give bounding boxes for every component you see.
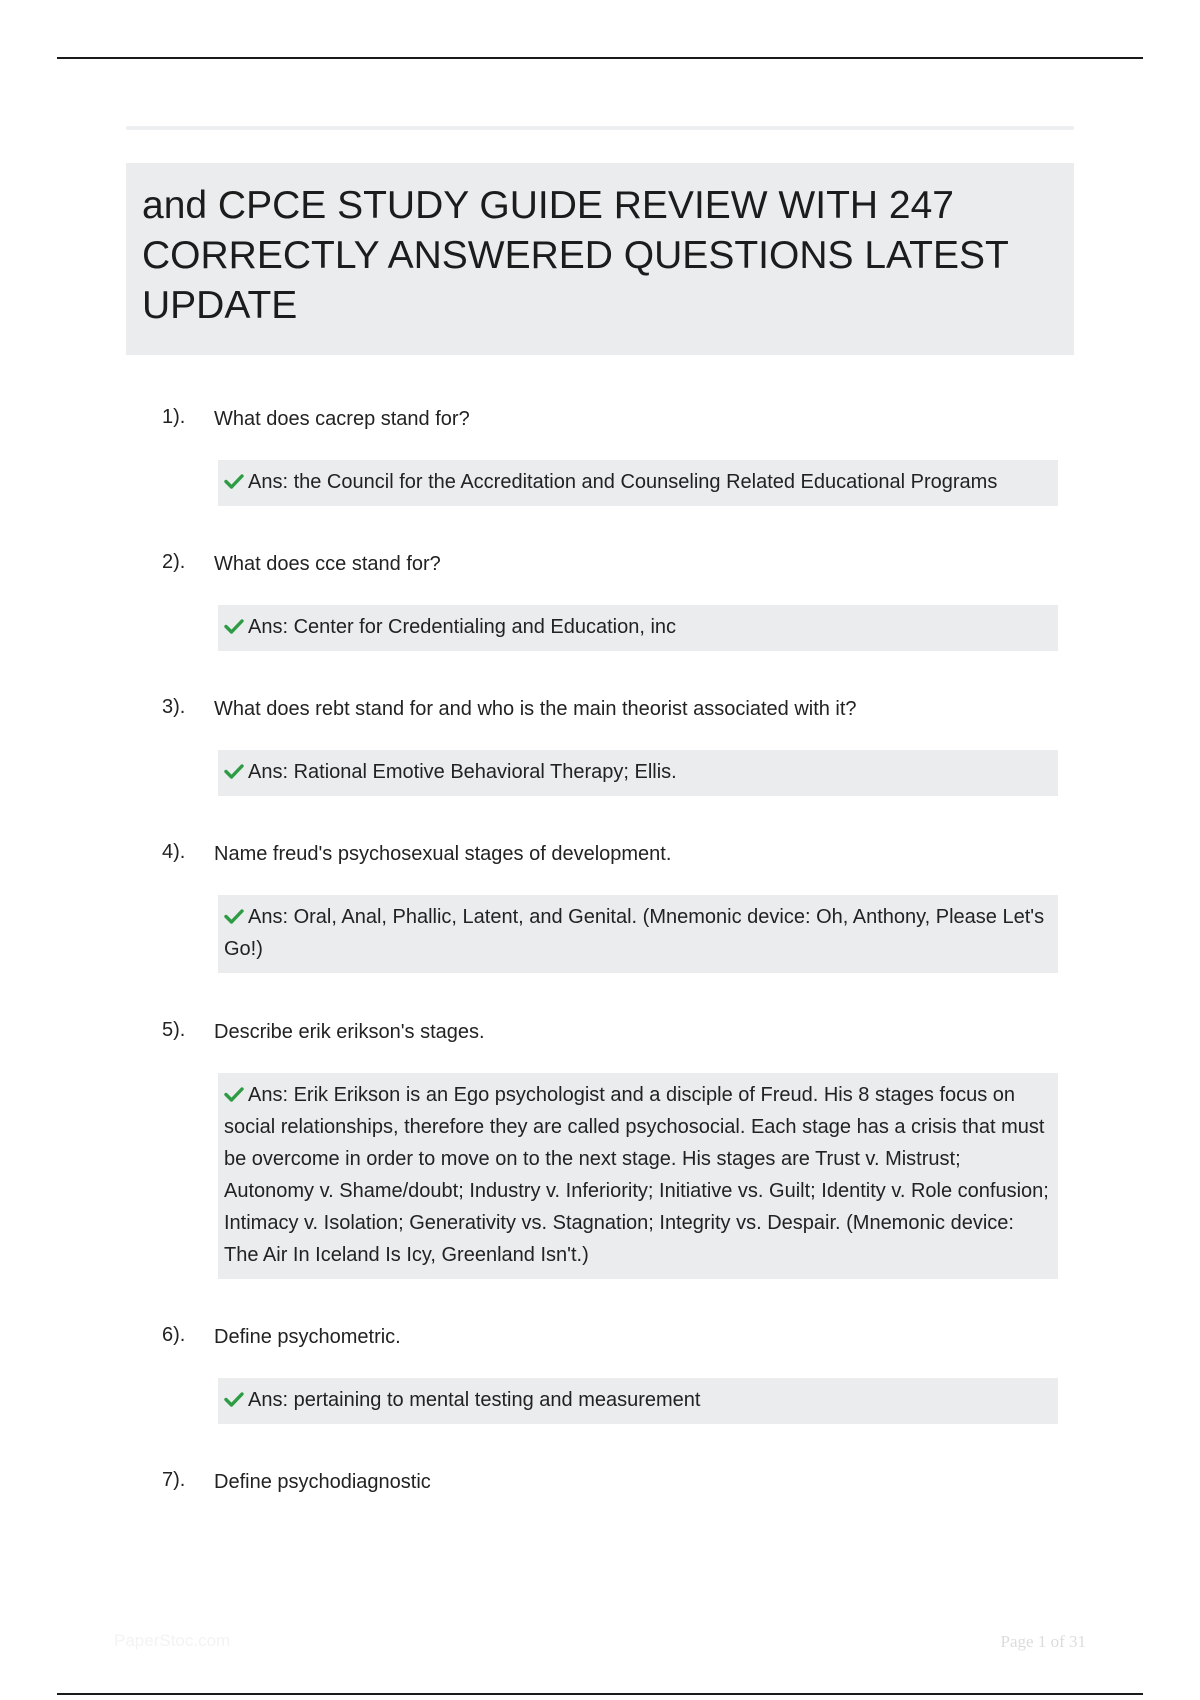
page-bottom-rule bbox=[57, 1693, 1143, 1695]
answer-text: Ans: Rational Emotive Behavioral Therapy; Ellis. bbox=[248, 761, 677, 783]
question-number: 1). bbox=[162, 406, 186, 428]
answer-text: Ans: Erik Erikson is an Ego psychologist and a disciple of Freud. His 8 stages focus on social relationships, therefore they are called psychosocial. Each stage has a crisis that must be overcome in order to move on to the next stage. His stages are Trust v. Mistrust; Autonomy v. Shame/doubt; Industry v. Inferiority; Initiative vs. Guilt; Identity v. Role confusion; Intimacy v. Isolation; Generativity vs. Stagnation; Integrity vs. Despair. (Mnemonic device: The Air In Iceland Is Icy, Greenland Isn't.) bbox=[224, 1084, 1049, 1266]
page-number: Page 1 of 31 bbox=[1000, 1632, 1086, 1651]
question-number: 4). bbox=[162, 841, 186, 863]
check-icon bbox=[224, 763, 244, 779]
question-text: Name freud's psychosexual stages of development. bbox=[214, 843, 672, 865]
qa-item-3 bbox=[126, 692, 1074, 837]
question-text: Define psychodiagnostic bbox=[214, 1471, 431, 1493]
question-text: What does cacrep stand for? bbox=[214, 408, 470, 430]
title-banner bbox=[126, 163, 1074, 355]
page-top-rule bbox=[57, 57, 1143, 59]
question-text: What does rebt stand for and who is the main theorist associated with it? bbox=[214, 698, 857, 720]
question-number: 2). bbox=[162, 551, 186, 573]
check-icon bbox=[224, 618, 244, 634]
question-number: 6). bbox=[162, 1324, 186, 1346]
question-list bbox=[126, 402, 1074, 1505]
answer-text: Ans: the Council for the Accreditation and Counseling Related Educational Programs bbox=[248, 471, 998, 493]
answer-box bbox=[218, 1378, 1058, 1424]
footer-watermark: PaperStoc.com bbox=[114, 1631, 231, 1650]
check-icon bbox=[224, 473, 244, 489]
qa-item-5 bbox=[126, 1015, 1074, 1320]
answer-box bbox=[218, 1073, 1058, 1279]
question-text: Define psychometric. bbox=[214, 1326, 401, 1348]
qa-item-1 bbox=[126, 402, 1074, 547]
check-icon bbox=[224, 1391, 244, 1407]
content-divider bbox=[126, 126, 1074, 130]
check-icon bbox=[224, 908, 244, 924]
question-text: Describe erik erikson's stages. bbox=[214, 1021, 485, 1043]
question-number: 3). bbox=[162, 696, 186, 718]
document-title: and CPCE STUDY GUIDE REVIEW WITH 247 CORRECTLY ANSWERED QUESTIONS LATEST UPDATE bbox=[142, 184, 1009, 327]
answer-text: Ans: pertaining to mental testing and measurement bbox=[248, 1389, 701, 1411]
question-number: 7). bbox=[162, 1469, 186, 1491]
question-number: 5). bbox=[162, 1019, 186, 1041]
answer-text: Ans: Oral, Anal, Phallic, Latent, and Genital. (Mnemonic device: Oh, Anthony, Please Let's Go!) bbox=[224, 906, 1045, 960]
qa-item-2 bbox=[126, 547, 1074, 692]
answer-box bbox=[218, 750, 1058, 796]
answer-text: Ans: Center for Credentialing and Education, inc bbox=[248, 616, 677, 638]
qa-item-6 bbox=[126, 1320, 1074, 1465]
check-icon bbox=[224, 1086, 244, 1102]
qa-item-7 bbox=[126, 1465, 1074, 1505]
answer-box bbox=[218, 605, 1058, 651]
qa-item-4 bbox=[126, 837, 1074, 1015]
question-text: What does cce stand for? bbox=[214, 553, 441, 575]
answer-box bbox=[218, 895, 1058, 973]
answer-box bbox=[218, 460, 1058, 506]
